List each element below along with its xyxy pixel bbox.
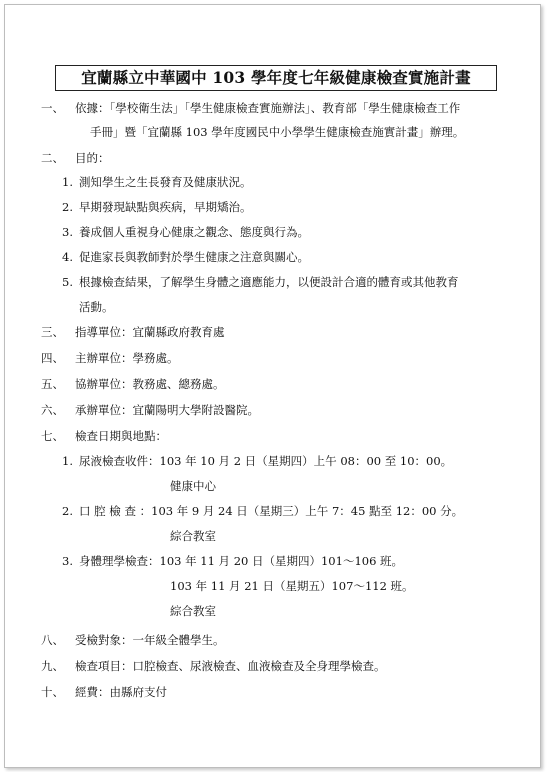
section-number: 一、 [41, 101, 64, 115]
schedule-place: 綜合教室 [170, 529, 216, 543]
section-text: 依據：「學校衛生法」「學生健康檢查實施辦法」、教育部「學生健康檢查工作 [75, 101, 461, 115]
goal-number: 4. [62, 250, 73, 264]
schedule-place: 健康中心 [170, 479, 216, 493]
goal-text: 根據檢查結果，了解學生身體之適應能力，以便設計合適的體育或其他教育 [79, 275, 459, 289]
goal-number: 2. [62, 200, 73, 214]
goal-number: 5. [62, 275, 73, 289]
section-text: 承辦單位：宜蘭陽明大學附設醫院。 [75, 403, 259, 417]
goal-text: 養成個人重視身心健康之觀念、態度與行為。 [79, 225, 309, 239]
document-page [4, 4, 541, 768]
goal-number: 1. [62, 175, 73, 189]
section-number: 九、 [41, 659, 64, 673]
schedule-text: 尿液檢查收件：103 年 10 月 2 日（星期四）上午 08：00 至 10：00。 [79, 454, 453, 468]
section-text: 指導單位：宜蘭縣政府教育處 [75, 325, 225, 339]
section-text: 經費：由縣府支付 [75, 685, 167, 699]
schedule-text: 口 腔 檢 查 ：103 年 9 月 24 日（星期三）上午 7：45 點至 12：00 分。 [79, 504, 464, 518]
section-number: 四、 [41, 351, 64, 365]
section-number: 五、 [41, 377, 64, 391]
schedule-text: 身體理學檢查：103 年 11 月 20 日（星期四）101～106 班。 [79, 554, 404, 568]
section-text: 受檢對象：一年級全體學生。 [75, 633, 225, 647]
schedule-place: 綜合教室 [170, 604, 216, 618]
section-text: 檢查日期與地點： [75, 429, 167, 443]
section-number: 十、 [41, 685, 64, 699]
section-number: 七、 [41, 429, 64, 443]
goal-text: 促進家長與教師對於學生健康之注意與關心。 [79, 250, 309, 264]
schedule-number: 2. [62, 504, 73, 518]
goal-text: 早期發現缺點與疾病，早期矯治。 [79, 200, 252, 214]
schedule-number: 3. [62, 554, 73, 568]
schedule-text-extra: 103 年 11 月 21 日（星期五）107～112 班。 [170, 579, 414, 593]
section-number: 二、 [41, 151, 64, 165]
schedule-number: 1. [62, 454, 73, 468]
section-number: 八、 [41, 633, 64, 647]
section-number: 三、 [41, 325, 64, 339]
section-number: 六、 [41, 403, 64, 417]
section-text: 主辦單位：學務處。 [75, 351, 179, 365]
document-title: 宜蘭縣立中華國中 103 學年度七年級健康檢查實施計畫 [55, 65, 497, 91]
goal-number: 3. [62, 225, 73, 239]
section-text: 協辦單位：教務處、總務處。 [75, 377, 225, 391]
section-text: 目的： [75, 151, 110, 165]
goal-text-continued: 活動。 [79, 300, 114, 314]
goal-text: 測知學生之生長發育及健康狀況。 [79, 175, 252, 189]
section-text-continued: 手冊」暨「宜蘭縣 103 學年度國民中小學學生健康檢查施實計畫」辦理。 [90, 125, 465, 139]
section-text: 檢查項目：口腔檢查、尿液檢查、血液檢查及全身理學檢查。 [75, 659, 386, 673]
